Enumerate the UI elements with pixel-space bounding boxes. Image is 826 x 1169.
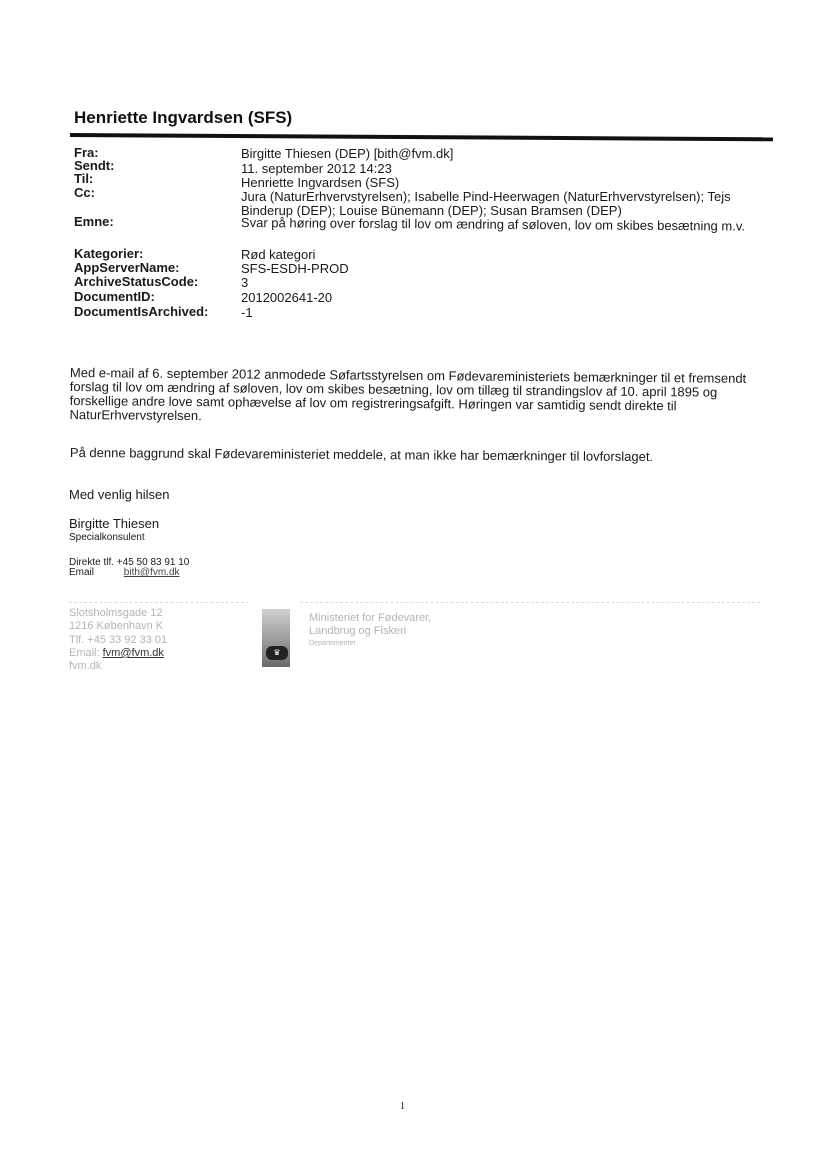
- divider: [69, 602, 249, 603]
- footer-email-link[interactable]: fvm@fvm.dk: [102, 647, 164, 659]
- field-value: Henriette Ingvardsen (SFS): [241, 175, 400, 190]
- field-label: Cc:: [74, 185, 95, 200]
- signature-email: [69, 567, 180, 578]
- field-label: Fra:: [74, 145, 99, 160]
- field-value: Rød kategori: [241, 247, 316, 262]
- footer-address-line1: Slotsholmsgade 12: [69, 607, 163, 619]
- footer-email-label: Email:: [69, 647, 100, 659]
- field-label: Kategorier:: [74, 246, 144, 261]
- phone-value: +45 50 83 91 10: [116, 557, 190, 568]
- footer-phone: Tlf. +45 33 92 33 01: [69, 634, 168, 646]
- field-value: 11. september 2012 14:23: [241, 161, 392, 176]
- field-value: SFS-ESDH-PROD: [241, 261, 349, 276]
- divider: [300, 602, 760, 603]
- field-label: DocumentIsArchived:: [74, 304, 209, 319]
- field-label: Til:: [74, 171, 94, 186]
- closing-greeting: Med venlig hilsen: [69, 487, 170, 502]
- phone-label: Direkte tlf.: [69, 557, 115, 568]
- field-value: 3: [241, 275, 249, 290]
- field-label: Sendt:: [74, 158, 115, 173]
- ministry-crown-icon: ♛: [266, 646, 288, 660]
- field-label: AppServerName:: [74, 260, 180, 275]
- footer-email: [69, 647, 164, 659]
- signature-name: Birgitte Thiesen: [69, 516, 160, 531]
- field-label: DocumentID:: [74, 289, 155, 304]
- field-value: -1: [241, 305, 253, 320]
- email-label: Email: [69, 567, 95, 578]
- body-paragraph-2: På denne baggrund skal Fødevareministeriet meddele, at man ikke har bemærkninger til lovforslaget.: [69, 445, 654, 465]
- sender-name-heading: Henriette Ingvardsen (SFS): [74, 108, 293, 127]
- field-value: Jura (NaturErhvervstyrelsen); Isabelle Pind-Heerwagen (NaturErhvervstyrelsen); Tejs Binderup (DEP); Louise Bünemann (DEP); Susan Bramsen (DEP): [241, 189, 731, 218]
- page-number: 1: [400, 1101, 405, 1112]
- field-value: 2012002641-20: [241, 290, 333, 305]
- signature-title: Specialkonsulent: [69, 532, 145, 543]
- heading-rule: [70, 133, 773, 141]
- footer-address-line2: 1216 København K: [69, 620, 164, 632]
- field-label: ArchiveStatusCode:: [74, 274, 199, 289]
- ministry-name-line1: Ministeriet for Fødevarer,: [309, 612, 432, 624]
- email-link[interactable]: bith@fvm.dk: [123, 567, 180, 578]
- ministry-department: Departementet: [309, 640, 356, 647]
- body-paragraph-1: Med e-mail af 6. september 2012 anmodede Søfartsstyrelsen om Fødevareministeriets bemærkninger til et fremsendt forslag til lov om ændring af søloven, lov om skibes besætning, lov om tillæg til strandingslov af 10. april 1895 og forskellige andre love samt ophævelse af lov om registreringsafgift. Høringen var samtidig sendt direkte til NaturErhvervstyrelsen.: [69, 365, 747, 424]
- footer-website[interactable]: fvm.dk: [69, 660, 102, 672]
- field-value: Birgitte Thiesen (DEP) [bith@fvm.dk]: [241, 146, 454, 161]
- field-label: Emne:: [74, 214, 114, 229]
- field-value: Svar på høring over forslag til lov om ændring af søloven, lov om skibes besætning m.v.: [240, 215, 746, 234]
- ministry-name-line2: Landbrug og Fiskeri: [309, 625, 407, 637]
